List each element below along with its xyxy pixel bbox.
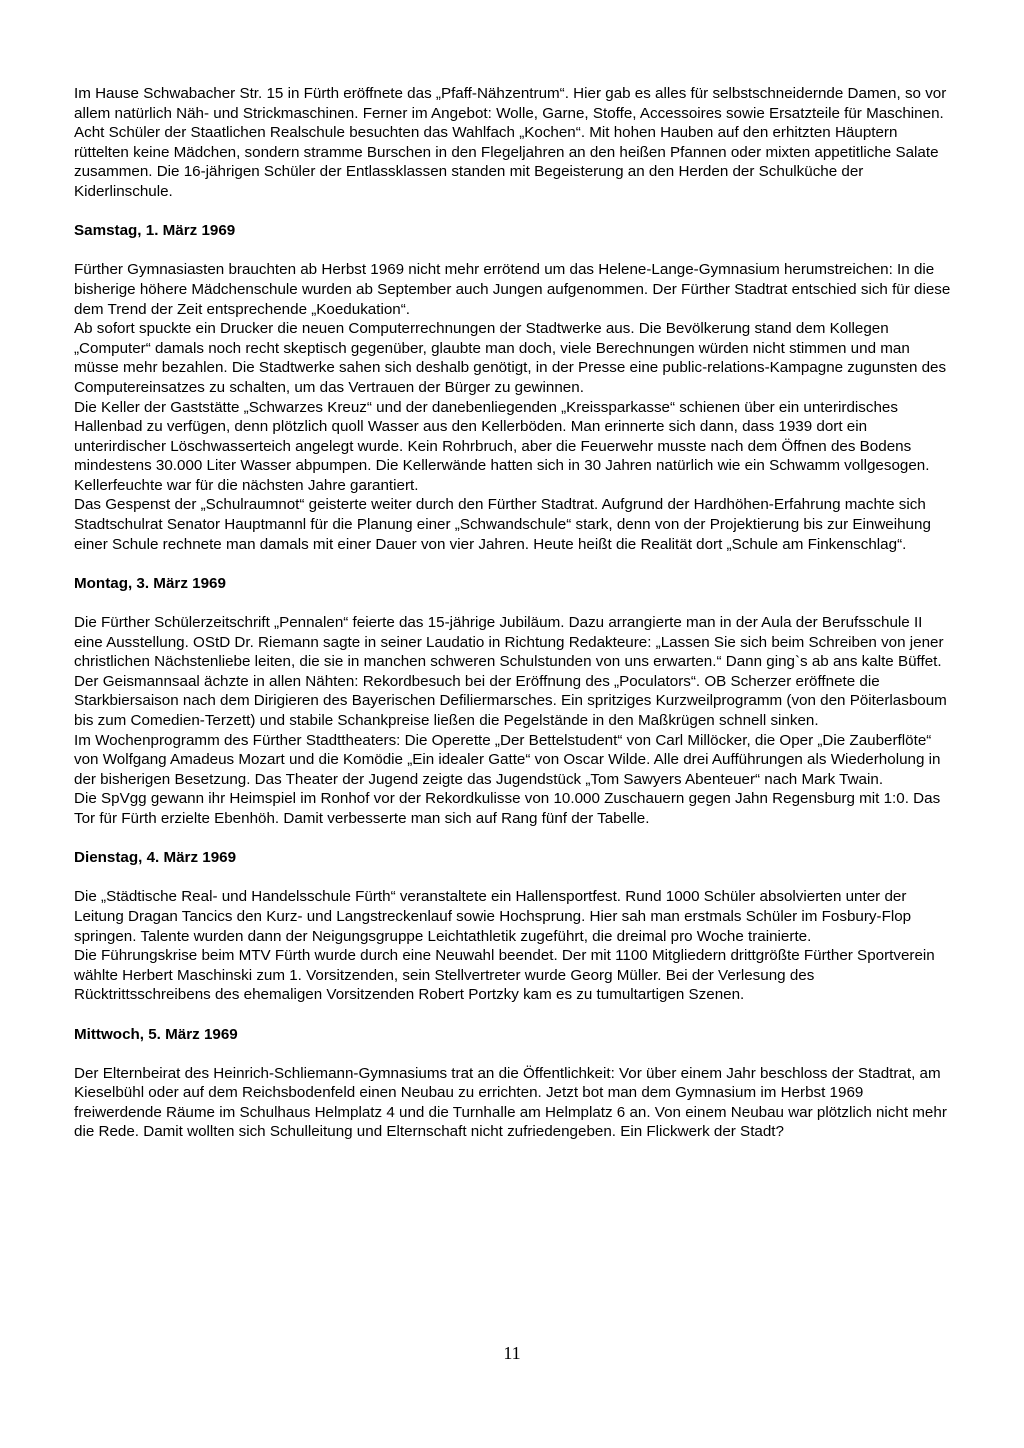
paragraph: Im Hause Schwabacher Str. 15 in Fürth eröffnete das „Pfaff-Nähzentrum“. Hier gab es alles für selbstschneidernde Damen, so vor allem natürlich Näh- und Strickmaschinen. Ferner im Angebot: Wolle, Garne, Stoffe, Accessoires sowie Ersatzteile für Maschinen. bbox=[74, 85, 947, 122]
paragraph: Fürther Gymnasiasten brauchten ab Herbst 1969 nicht mehr errötend um das Helene-Lange-Gymnasium herumstreichen: In die bisherige höhere Mädchenschule wurden ab September auch Jungen aufgenommen. Der Fürther Stadtrat entschied sich für diese dem Trend der Zeit entsprechende „Koedukation“. bbox=[74, 261, 951, 318]
date-heading: Dienstag, 4. März 1969 bbox=[74, 849, 237, 867]
date-heading: Montag, 3. März 1969 bbox=[74, 574, 226, 592]
paragraph: Der Elternbeirat des Heinrich-Schliemann-Gymnasiums trat an die Öffentlichkeit: Vor über einem Jahr beschloss der Stadtrat, am Kieselbühl oder auf dem Reichsbodenfeld einen Neubau zu errichten. Jetzt bot man dem Gymnasium im Herbst 1969 freiwerdende Räume im Schulhaus Helmplatz 4 und die Turnhalle am Helmplatz 6 an. Von einem Neubau war plötzlich nicht mehr die Rede. Damit wollten sich Schulleitung und Elternschaft nicht zufriedengeben. Ein Flickwerk der Stadt? bbox=[74, 1064, 947, 1141]
paragraph: Ab sofort spuckte ein Drucker die neuen Computerrechnungen der Stadtwerke aus. Die Bevölkerung stand dem Kollegen „Computer“ damals noch recht skeptisch gegenüber, glaubte man doch, viele Berechnungen würden nicht stimmen und man müsse mehr bezahlen. Die Stadtwerke sahen sich deshalb genötigt, in der Presse eine public-relations-Kampagne zugunsten des Computereinsatzes zu schalten, um das Vertrauen der Bürger zu gewinnen. bbox=[74, 320, 947, 396]
section-wednesday-5-march bbox=[74, 1025, 954, 1143]
paragraph: Die Führungskrise beim MTV Fürth wurde durch eine Neuwahl beendet. Der mit 1100 Mitgliedern drittgrößte Fürther Sportverein wählte Herbert Maschinski zum 1. Vorsitzenden, sein Stellvertreter wurde Georg Müller. Bei der Verlesung des Rücktrittsschreibens des ehemaligen Vorsitzenden Robert Portzky kam es zu tumultartigen Szenen. bbox=[74, 947, 935, 1004]
paragraph: Die SpVgg gewann ihr Heimspiel im Ronhof vor der Rekordkulisse von 10.000 Zuschauern gegen Jahn Regensburg mit 1:0. Das Tor für Fürth erzielte Ebenhöh. Damit verbesserte man sich auf Rang fünf der Tabelle. bbox=[74, 790, 941, 827]
paragraph: Der Geismannsaal ächzte in allen Nähten: Rekordbesuch bei der Eröffnung des „Poculators“. OB Scherzer eröffnete die Starkbiersaison nach dem Dirigieren des Bayerischen Defiliermarsches. Ein spritziges Kurzweilprogramm (von den Pöiterlasboum bis zum Comedien-Terzett) und stabile Schankpreise ließen die Pegelstände in den Maßkrügen schnell sinken. bbox=[74, 672, 947, 729]
section-saturday-1-march bbox=[74, 221, 954, 554]
section-monday-3-march bbox=[74, 574, 954, 829]
date-heading: Samstag, 1. März 1969 bbox=[74, 222, 236, 240]
paragraph: Die Fürther Schülerzeitschrift „Pennalen“ feierte das 15-jährige Jubiläum. Dazu arrangierte man in der Aula der Berufsschule II eine Ausstellung. OStD Dr. Riemann sagte in seiner Laudatio in Richtung Redakteure: „Lassen Sie sich beim Schreiben von jener christlichen Nächstenliebe leiten, die sie in manchen schweren Schulstunden von uns erwarten.“ Dann ging`s ab ans kalte Büffet. bbox=[74, 614, 944, 671]
paragraph: Die „Städtische Real- und Handelsschule Fürth“ veranstaltete ein Hallensportfest. Rund 1000 Schüler absolvierten unter der Leitung Dragan Tancics den Kurz- und Langstreckenlauf sowie Hochsprung. Hier sah man erstmals Schüler im Fosbury-Flop springen. Talente wurden dann der Neigungsgruppe Leichtathletik zugeführt, die dreimal pro Woche trainierte. bbox=[74, 888, 912, 945]
paragraph: Das Gespenst der „Schulraumnot“ geisterte weiter durch den Fürther Stadtrat. Aufgrund der Hardhöhen-Erfahrung machte sich Stadtschulrat Senator Hauptmannl für die Planung einer „Schwandschule“ stark, denn von der Projektierung bis zur Einweihung einer Schule rechnete man damals mit einer Dauer von vier Jahren. Heute heißt die Realität dort „Schule am Finkenschlag“. bbox=[74, 496, 931, 553]
paragraph: Acht Schüler der Staatlichen Realschule besuchten das Wahlfach „Kochen“. Mit hohen Hauben auf den erhitzten Häuptern rüttelten keine Mädchen, sondern stramme Burschen in den Flegeljahren an den heißen Pfannen oder mixten appetitliche Salate zusammen. Die 16-jährigen Schüler der Entlassklassen standen mit Begeisterung an den Herden der Schulküche der Kiderlinschule. bbox=[74, 124, 939, 200]
paragraph: Die Keller der Gaststätte „Schwarzes Kreuz“ und der danebenliegenden „Kreissparkasse“ schienen über ein unterirdisches Hallenbad zu verfügen, denn plötzlich quoll Wasser aus den Kellerböden. Man erinnerte sich dann, dass 1939 dort ein unterirdischer Löschwasserteich angelegt wurde. Kein Rohrbruch, aber die Feuerwehr musste nach dem Öffnen des Bodens mindestens 30.000 Liter Wasser abpumpen. Die Kellerwände hatten sich in 30 Jahren natürlich wie ein Schwamm vollgesogen. Kellerfeuchte war für die nächsten Jahre garantiert. bbox=[74, 398, 930, 494]
intro-block bbox=[74, 84, 954, 202]
page-number: 11 bbox=[503, 1343, 521, 1363]
section-tuesday-4-march bbox=[74, 848, 954, 1005]
date-heading: Mittwoch, 5. März 1969 bbox=[74, 1025, 238, 1043]
paragraph: Im Wochenprogramm des Fürther Stadttheaters: Die Operette „Der Bettelstudent“ von Carl Millöcker, die Oper „Die Zauberflöte“ von Wolfgang Amadeus Mozart und die Komödie „Ein idealer Gatte“ von Oscar Wilde. Alle drei Aufführungen als Wiederholung in der bisherigen Besetzung. Das Theater der Jugend zeigte das Jugendstück „Tom Sawyers Abenteuer“ nach Mark Twain. bbox=[74, 731, 941, 788]
document-body bbox=[74, 84, 954, 1142]
